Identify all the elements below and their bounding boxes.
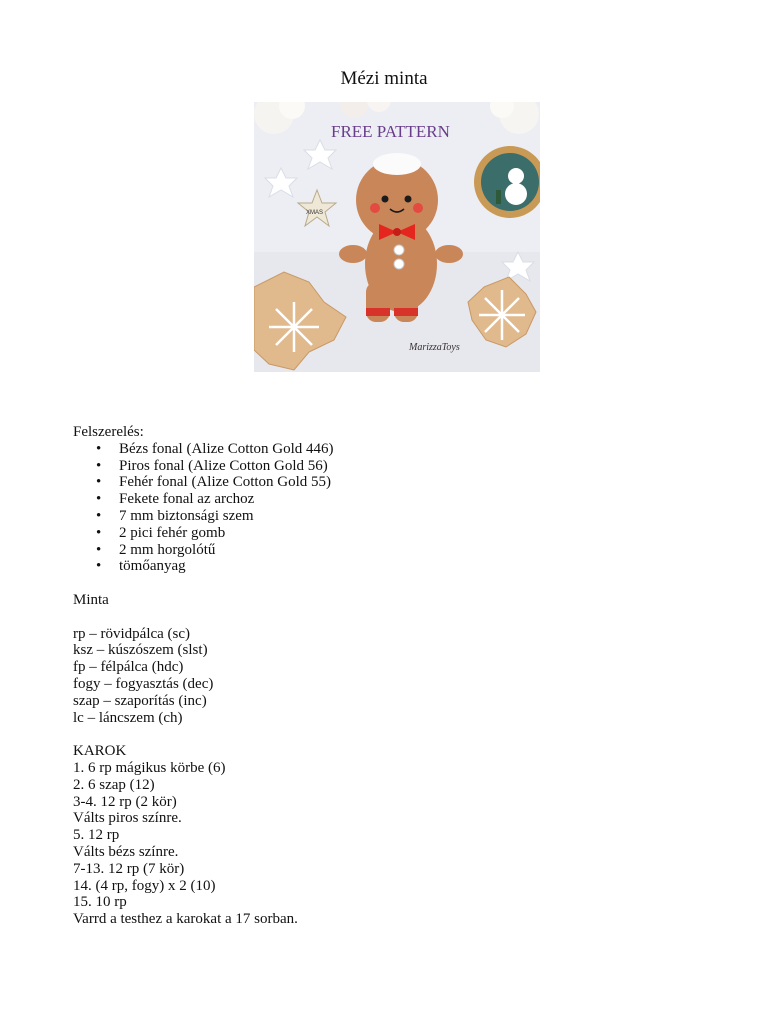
equipment-heading: Felszerelés: (73, 424, 144, 440)
pattern-step: Varrd a testhez a karokat a 17 sorban. (73, 911, 298, 928)
abbreviation-line: rp – rövidpálca (sc) (73, 625, 191, 642)
list-item: • Fehér fonal (Alize Cotton Gold 55) (73, 474, 693, 491)
list-item: • 7 mm biztonsági szem (73, 508, 693, 525)
pattern-step: Válts bézs színre. (73, 843, 179, 860)
pattern-heading: Minta (73, 591, 109, 608)
list-item: • Fekete fonal az archoz (73, 491, 693, 508)
list-item: • tömőanyag (73, 558, 693, 575)
pattern-step: 14. (4 rp, fogy) x 2 (10) (73, 877, 216, 894)
document-title: Mézi minta (340, 68, 428, 89)
banner-text: FREE PATTERN (331, 122, 450, 141)
document-body (73, 424, 693, 928)
pattern-step: 15. 10 rp (73, 894, 127, 911)
pattern-step: Válts piros színre. (73, 810, 182, 827)
abbreviation-line: szap – szaporítás (inc) (73, 692, 207, 709)
equipment-list (73, 441, 693, 575)
list-item: • 2 mm horgolótű (73, 542, 693, 559)
abbreviation-line: fogy – fogyasztás (dec) (73, 675, 214, 692)
abbreviation-line: lc – láncszem (ch) (73, 709, 183, 726)
pattern-step: 7-13. 12 rp (7 kör) (73, 860, 185, 877)
pattern-step: 1. 6 rp mágikus körbe (6) (73, 759, 226, 776)
list-item: • 2 pici fehér gomb (73, 525, 693, 542)
abbreviation-line: fp – félpálca (hdc) (73, 659, 184, 676)
arms-heading: KAROK (73, 743, 127, 760)
pattern-step: 2. 6 szap (12) (73, 776, 155, 793)
pattern-step: 5. 12 rp (73, 827, 120, 844)
pattern-step: 3-4. 12 rp (2 kör) (73, 793, 177, 810)
abbreviation-line: ksz – kúszószem (slst) (73, 642, 208, 659)
list-item: • Piros fonal (Alize Cotton Gold 56) (73, 458, 693, 475)
xmas-tag-text: XMAS (306, 210, 324, 216)
gingerbread-pattern-photo (254, 102, 540, 372)
list-item: • Bézs fonal (Alize Cotton Gold 446) (73, 441, 693, 458)
photo-signature: MarizzaToys (409, 342, 460, 353)
